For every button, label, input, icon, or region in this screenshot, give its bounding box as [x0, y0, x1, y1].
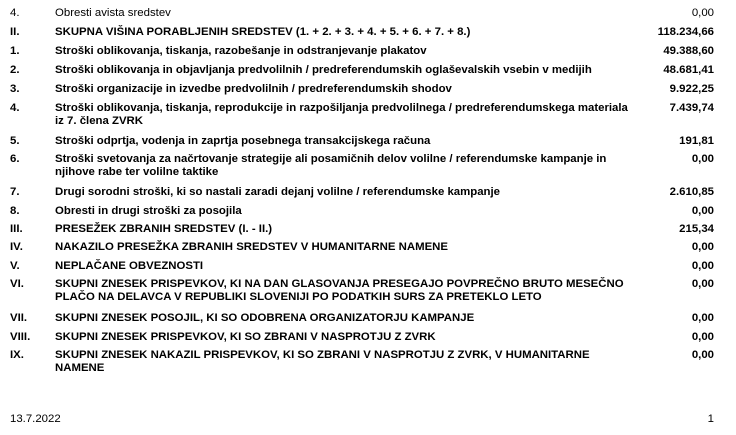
row-number: VIII.: [10, 331, 31, 343]
row-value: 0,00: [691, 331, 714, 343]
row-label: Stroški oblikovanja in objavljanja predvolilnih / predreferendumskih oglaševalskih vsebin v medijih: [55, 64, 592, 76]
row-value: 0,00: [691, 278, 714, 290]
row-number: 5.: [10, 135, 20, 147]
row-value: 0,00: [691, 241, 714, 253]
row-label: SKUPNI ZNESEK NAKAZIL PRISPEVKOV, KI SO ZBRANI V NASPROTJU Z ZVRK, V HUMANITARNE NAMENE: [55, 349, 590, 374]
row-label: SKUPNI ZNESEK PRISPEVKOV, KI SO ZBRANI V NASPROTJU Z ZVRK: [55, 331, 436, 343]
row-number: 4.: [10, 7, 20, 19]
row-value: 191,81: [679, 135, 714, 147]
row-number: III.: [10, 223, 23, 235]
row-number: VI.: [10, 278, 24, 290]
row-value: 49.388,60: [663, 45, 714, 57]
row-value: 9.922,25: [669, 83, 714, 95]
row-value: 0,00: [691, 312, 714, 324]
row-number: 7.: [10, 186, 20, 198]
row-label: PRESEŽEK ZBRANIH SREDSTEV (I. - II.): [55, 223, 273, 235]
row-label: Stroški svetovanja za načrtovanje strategije ali posamičnih delov volilne / referendumske kampanje in njihove rabe ter volilne taktike: [55, 153, 607, 178]
row-label: Stroški oblikovanja, tiskanja, razobešanje in odstranjevanje plakatov: [55, 45, 427, 57]
row-label: Obresti in drugi stroški za posojila: [55, 205, 242, 217]
row-label: Obresti avista sredstev: [55, 7, 171, 19]
row-number: 1.: [10, 45, 20, 57]
footer-date: 13.7.2022: [10, 413, 61, 425]
row-label: Drugi sorodni stroški, ki so nastali zaradi dejanj volilne / referendumske kampanje: [55, 186, 501, 198]
row-label: Stroški odprtja, vodenja in zaprtja posebnega transakcijskega računa: [55, 135, 431, 147]
row-label: Stroški organizacije in izvedbe predvolilnih / predreferendumskih shodov: [55, 83, 452, 95]
row-number: 8.: [10, 205, 20, 217]
row-value: 2.610,85: [669, 186, 714, 198]
row-label: Stroški oblikovanja, tiskanja, reprodukcije in razpošiljanja predvolilnega / predreferendumskega materiala iz 7. člena ZVRK: [55, 102, 628, 127]
row-value: 0,00: [691, 260, 714, 272]
row-number: 3.: [10, 83, 20, 95]
row-number: V.: [10, 260, 20, 272]
row-label: SKUPNA VIŠINA PORABLJENIH SREDSTEV (1. + 2. + 3. + 4. + 5. + 6. + 7. + 8.): [55, 26, 471, 38]
row-value: 0,00: [691, 205, 714, 217]
row-label: NEPLAČANE OBVEZNOSTI: [55, 260, 204, 272]
row-value: 118.234,66: [657, 26, 714, 38]
row-value: 0,00: [691, 349, 714, 361]
row-number: 2.: [10, 64, 20, 76]
row-number: VII.: [10, 312, 28, 324]
row-label: SKUPNI ZNESEK POSOJIL, KI SO ODOBRENA ORGANIZATORJU KAMPANJE: [55, 312, 475, 324]
row-number: 6.: [10, 153, 20, 165]
row-number: IV.: [10, 241, 23, 253]
row-number: IX.: [10, 349, 24, 361]
row-label: NAKAZILO PRESEŽKA ZBRANIH SREDSTEV V HUMANITARNE NAMENE: [55, 241, 448, 253]
row-value: 48.681,41: [663, 64, 714, 76]
row-value: 0,00: [691, 7, 714, 19]
row-number: II.: [10, 26, 20, 38]
row-label: SKUPNI ZNESEK PRISPEVKOV, KI NA DAN GLASOVANJA PRESEGAJO POVPREČNO BRUTO MESEČNO PLAČO NA DELAVCA V REPUBLIKI SLOVENIJI PO PODATKIH SURS ZA PRETEKLO LETO: [55, 278, 624, 303]
row-value: 7.439,74: [669, 102, 714, 114]
row-value: 215,34: [679, 223, 714, 235]
row-value: 0,00: [691, 153, 714, 165]
page-number: 1: [707, 413, 714, 425]
row-number: 4.: [10, 102, 20, 114]
